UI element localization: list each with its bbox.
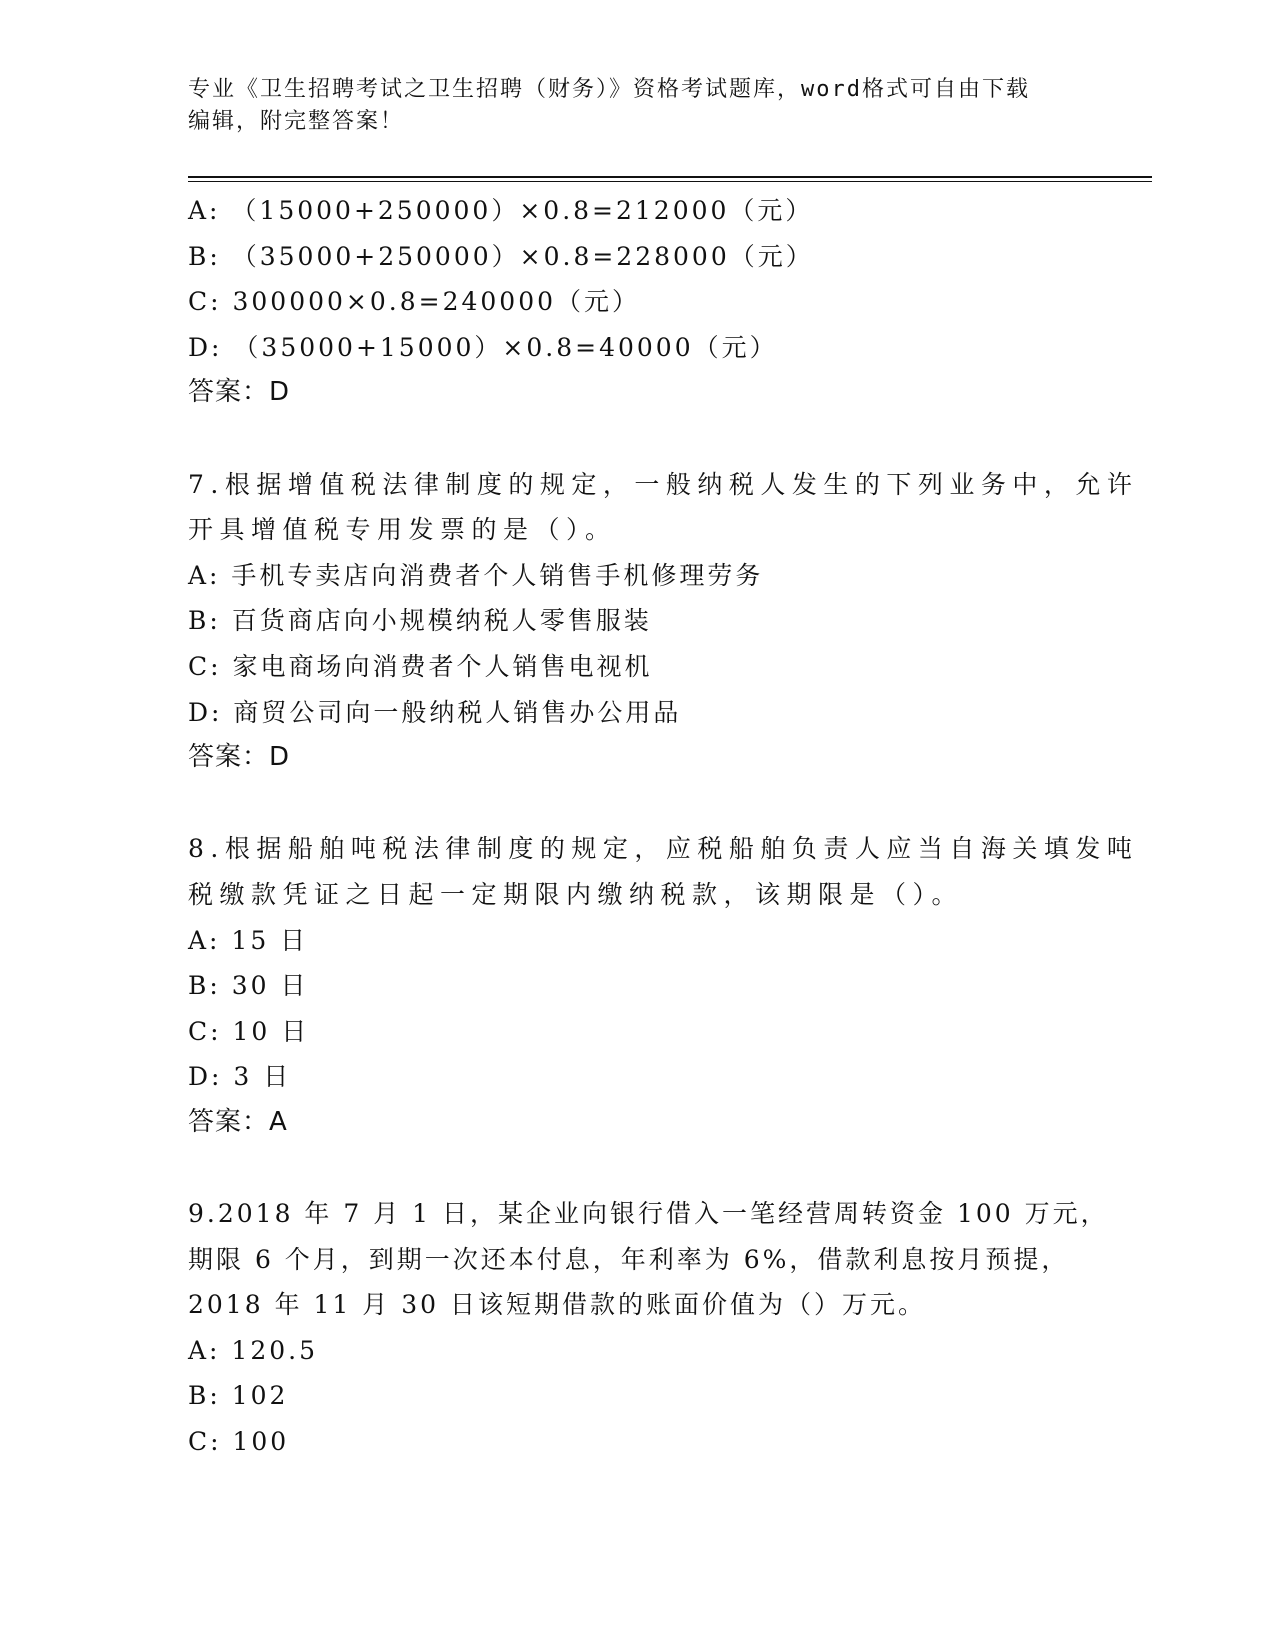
answer: 答案：A	[188, 1106, 288, 1137]
answer: 答案：D	[188, 742, 291, 773]
question-stem	[188, 462, 1139, 553]
option-b: B: 30 日	[188, 971, 309, 1001]
option-b: B: 百货商店向小规模纳税人零售服装	[188, 606, 652, 636]
answer: 答案：D	[188, 377, 291, 408]
question-stem-line-1: 7.根据增值税法律制度的规定，一般纳税人发生的下列业务中，允许	[188, 469, 1139, 499]
question-stem-line-2: 期限 6 个月，到期一次还本付息，年利率为 6%，借款利息按月预提，	[188, 1244, 1070, 1274]
option-c: C: 300000×0.8=240000（元）	[188, 287, 641, 317]
question-stem	[188, 1191, 1109, 1328]
header-divider-thick	[188, 176, 1152, 178]
header-divider-thin	[188, 181, 1152, 182]
option-b: B: （35000+250000）×0.8=228000（元）	[188, 241, 814, 271]
spacer	[188, 781, 1088, 827]
option-a: A: （15000+250000）×0.8=212000（元）	[188, 196, 814, 225]
option-a: A: 120.5	[188, 1335, 318, 1365]
option-c: C: 家电商场向消费者个人销售电视机	[188, 651, 653, 681]
option-b: B: 102	[188, 1381, 289, 1411]
option-d: D: 3 日	[188, 1062, 292, 1092]
spacer	[188, 416, 1088, 462]
question-9	[188, 1191, 1109, 1465]
option-a: A: 手机专卖店向消费者个人销售手机修理劳务	[188, 560, 764, 590]
header-line-1: 专业《卫生招聘考试之卫生招聘（财务）》资格考试题库，word格式可自由下载	[188, 77, 1030, 102]
question-stem-line-3: 2018 年 11 月 30 日该短期借款的账面价值为（）万元。	[188, 1290, 926, 1320]
option-c: C: 10 日	[188, 1016, 310, 1046]
option-d: D: 商贸公司向一般纳税人销售办公用品	[188, 697, 682, 727]
question-stem-line-1: 9.2018 年 7 月 1 日，某企业向银行借入一笔经营周转资金 100 万元，	[188, 1199, 1109, 1229]
question-7	[188, 462, 1139, 781]
option-a: A: 15 日	[188, 925, 309, 955]
question-stem-line-2: 开具增值税专用发票的是（）。	[188, 515, 617, 545]
option-c: C: 100	[188, 1427, 290, 1457]
question-stem-line-1: 8.根据船舶吨税法律制度的规定，应税船舶负责人应当自海关填发吨	[188, 834, 1139, 864]
question-8	[188, 826, 1139, 1145]
option-d: D: （35000+15000）×0.8=40000（元）	[188, 332, 778, 362]
document-header	[188, 74, 1088, 138]
question-list	[188, 188, 1139, 1465]
header-line-2: 编辑，附完整答案！	[188, 109, 405, 134]
spacer	[188, 1145, 1088, 1191]
question-stem	[188, 826, 1139, 917]
question-6	[188, 188, 1088, 416]
question-stem-line-2: 税缴款凭证之日起一定期限内缴纳税款，该期限是（）。	[188, 879, 964, 909]
